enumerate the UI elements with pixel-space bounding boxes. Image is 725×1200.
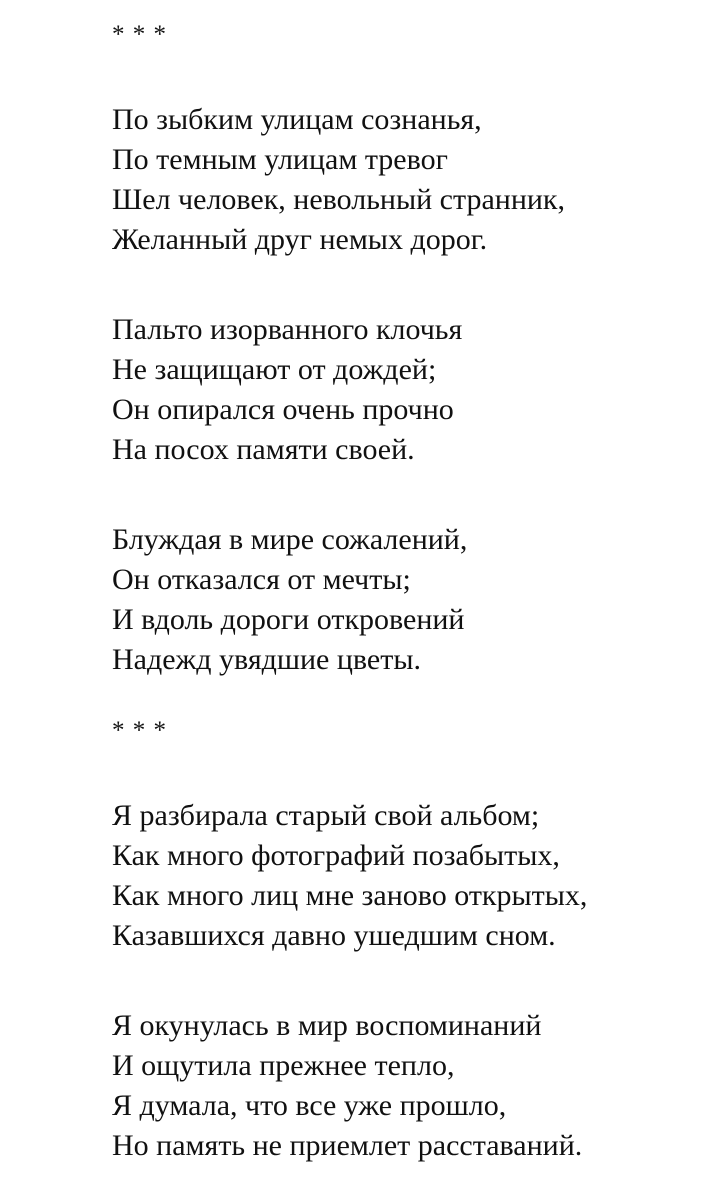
poem-1 — [112, 20, 565, 680]
stanza — [112, 1006, 587, 1166]
poem-line: Не защищают от дождей; — [112, 353, 437, 386]
poem-line: Пальто изорванного клочья — [112, 313, 463, 346]
poem-line: Я разбирала старый свой альбом; — [112, 799, 540, 832]
poem-line: Он отказался от мечты; — [112, 563, 411, 596]
stanza — [112, 100, 565, 260]
poem-line: И ощутила прежнее тепло, — [112, 1049, 455, 1082]
poem-line: По зыбким улицам сознанья, — [112, 103, 482, 136]
poem-line: И вдоль дороги откровений — [112, 603, 465, 636]
poem-line: Но память не приемлет расставаний. — [112, 1129, 583, 1162]
stanza — [112, 520, 565, 680]
stanza — [112, 310, 565, 470]
section-separator: * * * — [112, 21, 167, 48]
poem-line: Надежд увядшие цветы. — [112, 643, 421, 676]
poem-line: Как много лиц мне заново открытых, — [112, 879, 588, 912]
poem-line: Казавшихся давно ушедшим сном. — [112, 919, 556, 952]
poem-line: Шел человек, невольный странник, — [112, 183, 566, 216]
stanza — [112, 796, 587, 956]
poem-line: Он опирался очень прочно — [112, 393, 454, 426]
poem-line: Как много фотографий позабытых, — [112, 839, 560, 872]
poem-2 — [112, 716, 587, 1166]
section-separator: * * * — [112, 717, 167, 744]
poem-line: Желанный друг немых дорог. — [112, 223, 488, 256]
poem-line: По темным улицам тревог — [112, 143, 448, 176]
poem-line: На посох памяти своей. — [112, 433, 415, 466]
poem-line: Блуждая в мире сожалений, — [112, 523, 468, 556]
poem-line: Я окунулась в мир воспоминаний — [112, 1009, 542, 1042]
poem-line: Я думала, что все уже прошло, — [112, 1089, 507, 1122]
